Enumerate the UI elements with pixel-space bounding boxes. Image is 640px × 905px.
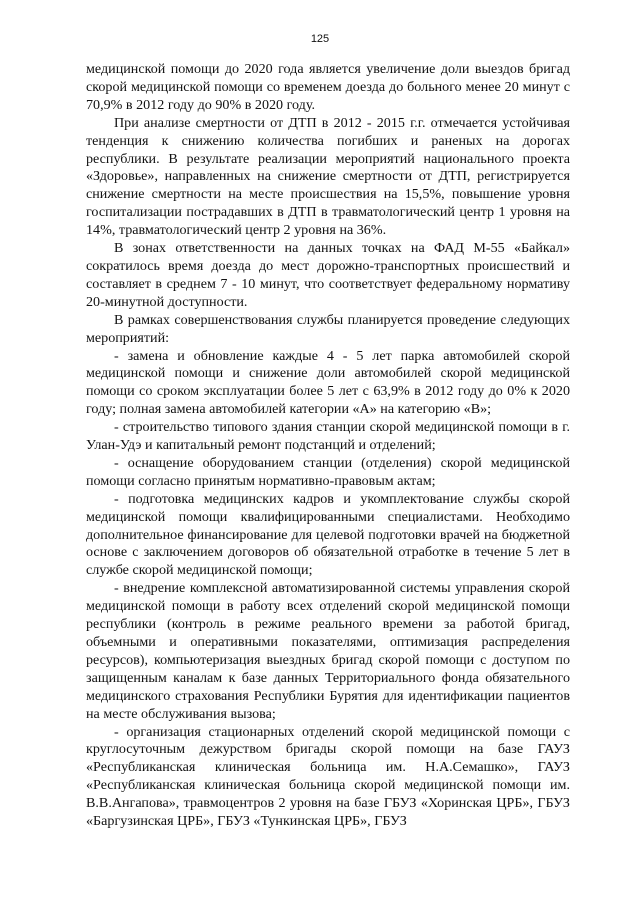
list-item-staff-training: - подготовка медицинских кадров и укомплектование службы скорой медицинской помощи квалифицированными специалистами. Необходимо дополнительное финансирование для целевой подготовки врачей на бюджетной основе с заключением договоров об обязательной отработке в течение 5 лет в службе скорой медицинской помощи; [86,490,570,579]
paragraph-ambulance-arrival-time: медицинской помощи до 2020 года является увеличение доли выездов бригад скорой медицинской помощи со временем доезда до больного менее 20 минут с 70,9% в 2012 году до 90% в 2020 году. [86,61,570,113]
document-body [86,61,570,831]
paragraph-road-accident-mortality: При анализе смертности от ДТП в 2012 - 2015 г.г. отмечается устойчивая тенденция к снижению количества погибших и раненых на дорогах республики. В результате реализации мероприятий национального проекта «Здоровье», направленных на снижение смертности от ДТП, регистрируется снижение смертности на месте происшествия на 15,5%, повышение уровня госпитализации пострадавших в ДТП в травматологический центр 1 уровня на 14%, травматологический центр 2 уровня на 36%. [86,114,570,239]
paragraph-planned-measures-intro: В рамках совершенствования службы планируется проведение следующих мероприятий: [86,311,570,346]
list-item-automated-control-system: - внедрение комплексной автоматизированной системы управления скорой медицинской помощи в работу всех отделений скорой медицинской помощи республики (контроль в режиме реального времени за работой бригад, объемными и оперативными показателями, оптимизация распределения ресурсов), компьютеризация выездных бригад скорой помощи с доступом по защищенным каналам к базе данных Территориального фонда обязательного медицинского страхования Республики Бурятия для идентификации пациентов на месте обслуживания вызова; [86,580,570,722]
list-item-equipment: - оснащение оборудованием станции (отделения) скорой медицинской помощи согласно принятым нормативно-правовым актам; [86,454,570,489]
paragraph-m55-baikal-response-time: В зонах ответственности на данных точках на ФАД М-55 «Байкал» сократилось время доезда до мест дорожно-транспортных происшествий и составляет в среднем 7 - 10 минут, что соответствует федеральному нормативу 20-минутной доступности. [86,240,570,310]
list-item-station-construction: - строительство типового здания станции скорой медицинской помощи в г. Улан-Удэ и капитальный ремонт подстанций и отделений; [86,419,570,454]
list-item-inpatient-departments: - организация стационарных отделений скорой медицинской помощи с круглосуточным дежурством бригады скорой помощи на базе ГАУЗ «Республиканская клиническая больница им. Н.А.Семашко», ГАУЗ «Республиканская клиническая больница скорой медицинской помощи им. В.В.Ангапова», травмоцентров 2 уровня на базе ГБУЗ «Хоринская ЦРБ», ГБУЗ «Баргузинская ЦРБ», ГБУЗ «Тункинская ЦРБ», ГБУЗ [86,723,570,830]
list-item-vehicle-replacement: - замена и обновление каждые 4 - 5 лет парка автомобилей скорой медицинской помощи и снижение доли автомобилей скорой медицинской помощи со сроком эксплуатации более 5 лет с 63,9% в 2012 году до 0% к 2020 году; полная замена автомобилей категории «А» на категорию «В»; [86,347,570,418]
page-number: 125 [310,33,330,45]
